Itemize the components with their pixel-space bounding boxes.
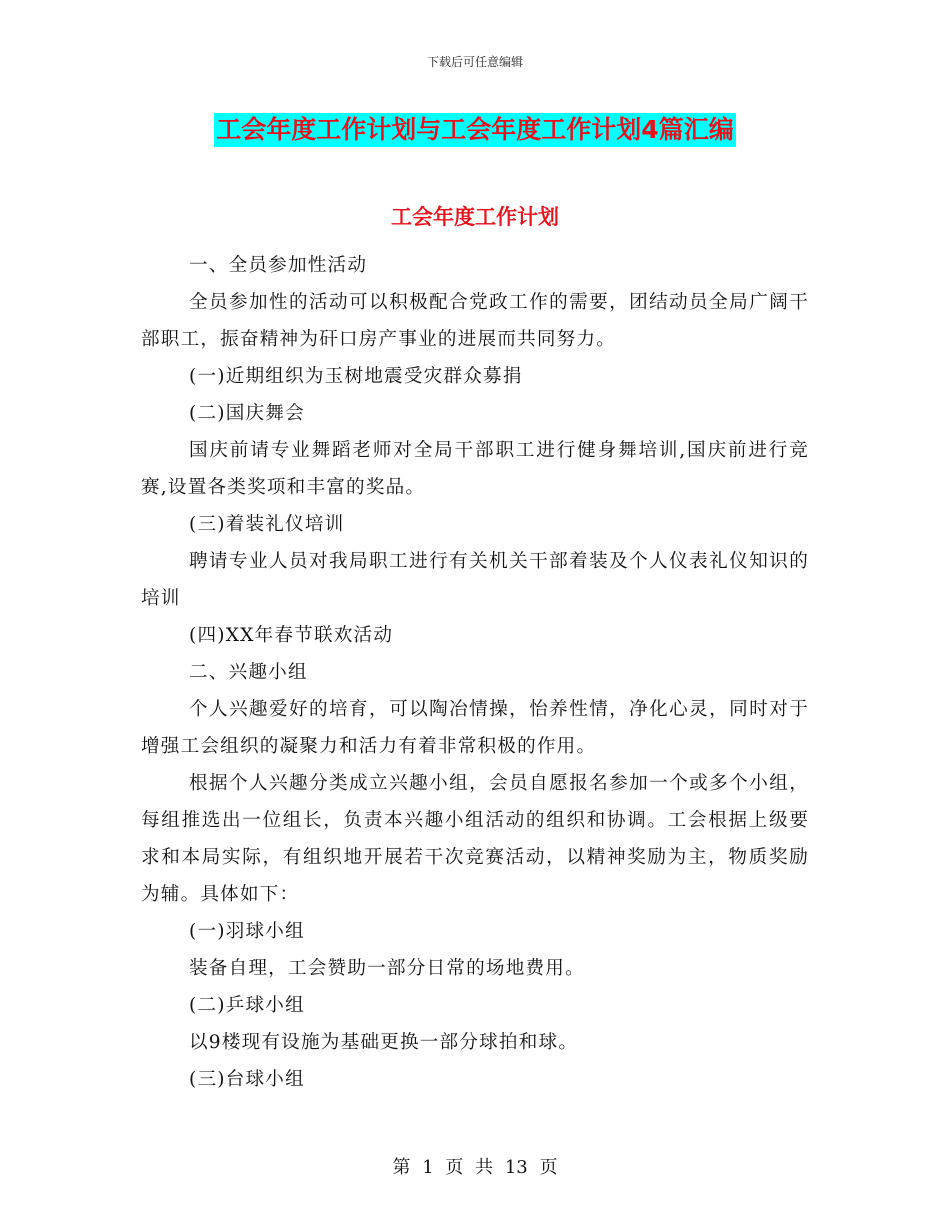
- body-paragraph: 全员参加性的活动可以积极配合党政工作的需要，团结动员全局广阔干部职工，振奋精神为矸口房产事业的进展而共同努力。: [141, 292, 809, 350]
- body-paragraph: 个人兴趣爱好的培育，可以陶冶情操，怡养性情，净化心灵，同时对于增强工会组织的凝聚力和活力有着非常积极的作用。: [141, 699, 809, 757]
- body-paragraph: (三)台球小组: [189, 1069, 305, 1090]
- body-paragraph: 装备自理，工会赞助一部分日常的场地费用。: [189, 958, 585, 979]
- main-title-text: 工会年度工作计划与工会年度工作计划4篇汇编: [214, 113, 735, 147]
- body-paragraph: 国庆前请专业舞蹈老师对全局干部职工进行健身舞培训,国庆前进行竞赛,设置各类奖项和丰富的奖品。: [141, 440, 809, 498]
- page-footer: 第 1 页 共 13 页: [392, 1157, 558, 1178]
- body-paragraph: (二)国庆舞会: [189, 403, 305, 424]
- body-paragraph: 根据个人兴趣分类成立兴趣小组，会员自愿报名参加一个或多个小组，每组推选出一位组长，负责本兴趣小组活动的组织和协调。工会根据上级要求和本局实际，有组织地开展若干次竞赛活动，以精神奖励为主，物质奖励为辅。具体如下：: [141, 773, 809, 905]
- body-paragraph: 一、全员参加性活动: [189, 255, 368, 276]
- body-paragraph: 聘请专业人员对我局职工进行有关机关干部着装及个人仪表礼仪知识的培训: [141, 551, 809, 609]
- body-paragraph: (一)近期组织为玉树地震受灾群众募捐: [189, 366, 523, 387]
- body-paragraph: (四)XX年春节联欢活动: [189, 625, 394, 646]
- document-body: [141, 247, 809, 1098]
- body-paragraph: (二)乒球小组: [189, 995, 305, 1016]
- body-paragraph: 二、兴趣小组: [189, 662, 308, 683]
- body-paragraph: (一)羽球小组: [189, 921, 305, 942]
- section-title: 工会年度工作计划: [391, 205, 559, 229]
- body-paragraph: 以9楼现有设施为基础更换一部分球拍和球。: [189, 1032, 579, 1053]
- header-note: 下载后可任意编辑: [426, 55, 523, 69]
- body-paragraph: (三)着装礼仪培训: [189, 514, 345, 535]
- document-main-title: [0, 113, 950, 147]
